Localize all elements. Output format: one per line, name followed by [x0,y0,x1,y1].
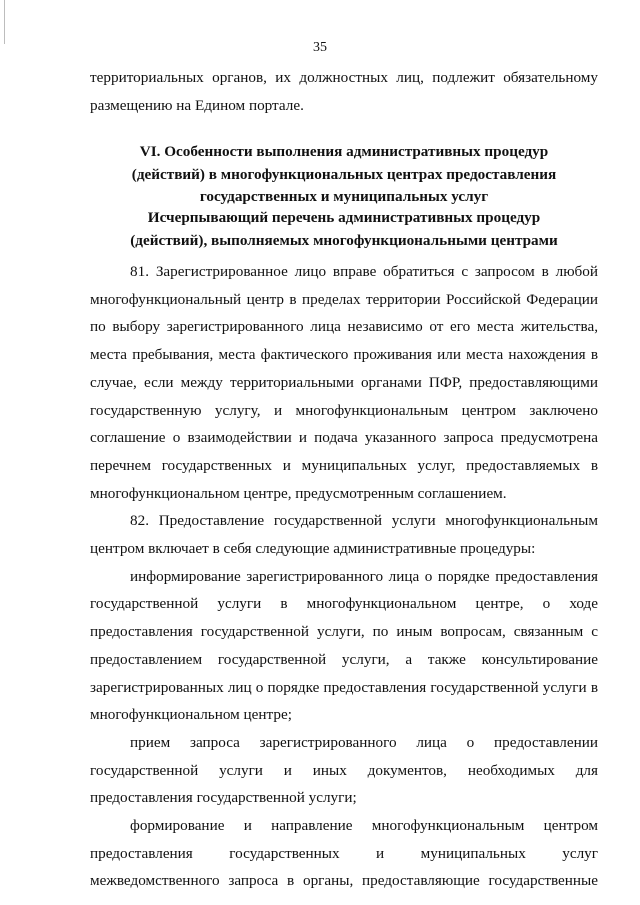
paragraph-81: 81. Зарегистрированное лицо вправе обратиться с запросом в любой многофункциональный центр в пределах территории Российской Федерации по выбору зарегистрированного лица независимо от его места жительства, места пребывания, места фактического проживания или места нахождения в случае, если между территориальными органами ПФР, предоставляющими государственную услугу, и многофункциональным центром заключено соглашение о взаимодействии и подача указанного запроса предусмотрена перечнем государственных и муниципальных услуг, предоставляемых в многофункциональном центре, предусмотренным соглашением. [90,263,598,502]
section-heading-line-2: (действий) в многофункциональных центрах предоставления [131,165,557,183]
list-item-informing: информирование зарегистрированного лица о порядке предоставления государственной услуги в многофункциональном центре, о ходе предоставления государственной услуги, по иным вопросам, связанным с предоставлением государственной услуги, а также консультирование зарегистрированных лиц о порядке предоставления государственной услуги в многофункциональном центре; [90,567,598,724]
page-number: 35 [313,40,327,55]
scan-edge-mark [4,0,5,44]
subsection-heading [90,207,598,252]
list-item-forming: формирование и направление многофункциональным центром предоставления государственных и муниципальных услуг межведомственного запроса в органы, предоставляющие государственные [90,817,598,890]
section-heading-line-1: VI. Особенности выполнения административных процедур [139,143,549,160]
intro-line-1: территориальных органов, их должностных лиц, подлежит обязательному [90,69,598,86]
list-item-receiving: прием запроса зарегистрированного лица о предоставлении государственной услуги и иных документов, необходимых для предоставления государственной услуги; [90,733,598,807]
body-text [90,258,598,895]
subsection-heading-line-2: (действий), выполняемых многофункциональными центрами [130,231,558,249]
intro-line-2: размещению на Едином портале. [90,96,304,114]
subsection-heading-line-1: Исчерпывающий перечень административных процедур [147,209,541,226]
intro-paragraph [90,64,598,119]
section-heading [90,141,598,209]
paragraph-82: 82. Предоставление государственной услуги многофункциональным центром включает в себя следующие административные процедуры: [90,512,598,558]
section-heading-line-3: государственных и муниципальных услуг [199,188,489,205]
